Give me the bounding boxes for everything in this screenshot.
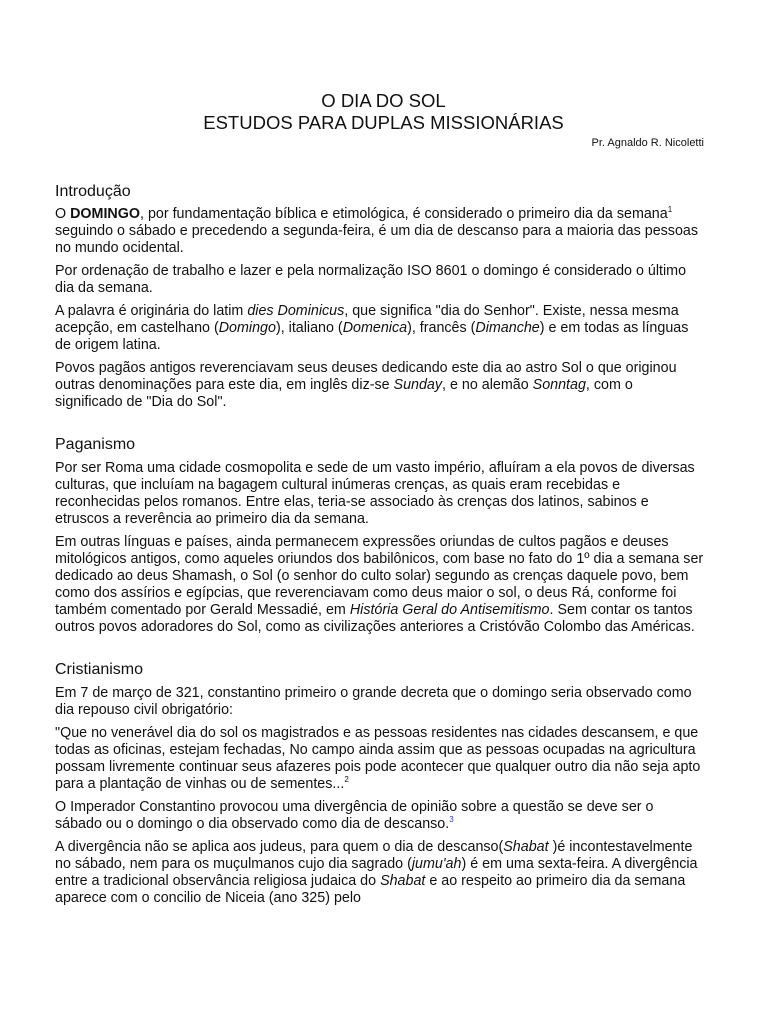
footnote-ref-2[interactable]: 2 (344, 775, 349, 785)
section-heading-introducao: Introdução (55, 183, 131, 200)
footnote-ref-3[interactable]: 3 (449, 815, 454, 825)
document-title (55, 90, 704, 134)
cristianismo-paragraph-4: A divergência não se aplica aos judeus, para quem o dia de descanso(Shabat )é incontestavelmente no sábado, nem para os muçulmanos cujo dia sagrado (jumu'ah) é em uma sexta-feira. A divergência entre a tradicional observância religiosa judaica do Shabat e ao respeito ao primeiro dia da semana aparece com o concilio de Niceia (ano 325) pelo (55, 839, 698, 906)
intro-paragraph-2: Por ordenação de trabalho e lazer e pela normalização ISO 8601 o domingo é considerado o último dia da semana. (55, 263, 687, 296)
title-line-2: ESTUDOS PARA DUPLAS MISSIONÁRIAS (203, 112, 564, 133)
section-heading-cristianismo: Cristianismo (55, 661, 144, 678)
cristianismo-paragraph-3: O Imperador Constantino provocou uma divergência de opinião sobre a questão se deve ser o sábado ou o domingo o dia observado como dia de descanso.$^3$ (55, 799, 654, 832)
intro-paragraph-3: A palavra é originária do latim dies Dominicus, que significa "dia do Senhor". Existe, nessa mesma acepção, em castelhano (Domingo), italiano (Domenica), francês (Dimanche) e em todas as línguas de origem latina. (55, 303, 689, 353)
section-heading-paganismo: Paganismo (55, 436, 136, 453)
paganismo-paragraph-2: Em outras línguas e países, ainda permanecem expressões oriundas de cultos pagãos e deuses mitológicos antigos, como aqueles oriundos dos babilônicos, com base no fato do 1º dia a semana ser dedicado ao deus Shamash, o Sol (o senhor do culto solar) segundo as crenças daquele povo, bem como dos assírios e egípcias, que reverenciavam como deus maior o sol, o deus Rá, conforme foi também comentado por Gerald Messadié, em História Geral do Antisemitismo. Sem contar os tantos outros povos adoradores do Sol, como as civilizações anteriores a Cristóvão Colombo das Américas. (55, 534, 704, 635)
cristianismo-paragraph-1: Em 7 de março de 321, constantino primeiro o grande decreta que o domingo seria observado como dia repouso civil obrigatório: (55, 685, 692, 718)
intro-paragraph-4: Povos pagãos antigos reverenciavam seus deuses dedicando este dia ao astro Sol o que originou outras denominações para este dia, em inglês diz-se Sunday, e no alemão Sonntag, com o significado de "Dia do Sol". (55, 360, 677, 410)
bold-term-domingo: DOMINGO (70, 206, 140, 222)
intro-paragraph-1: O DOMINGO, por fundamentação bíblica e etimológica, é considerado o primeiro dia da semana$^1$ seguindo o sábado e precedendo a segunda-feira, é um dia de descanso para a maioria das pessoas no mundo ocidental. (55, 205, 699, 256)
cristianismo-quote: "Que no venerável dia do sol os magistrados e as pessoas residentes nas cidades descansem, e que todas as oficinas, estejam fechadas, No campo ainda assim que as pessoas ocupadas na agricultura possam livremente continuar seus afazeres pois pode acontecer que qualquer outro dia não seja apto para a plantação de vinhas ou de sementes...$^2$ (55, 725, 701, 792)
paganismo-paragraph-1: Por ser Roma uma cidade cosmopolita e sede de um vasto império, afluíram a ela povos de diversas culturas, que incluíam na bagagem cultural inúmeras crenças, as quais eram recebidas e reconhecidas pelos romanos. Entre elas, teria-se associado às crenças dos latinos, sabinos e etruscos a reverência ao primeiro dia da semana. (55, 460, 695, 527)
title-line-1: O DIA DO SOL (321, 90, 446, 111)
author-line: Pr. Agnaldo R. Nicoletti (591, 137, 704, 149)
footnote-ref-1[interactable]: 1 (667, 205, 673, 215)
